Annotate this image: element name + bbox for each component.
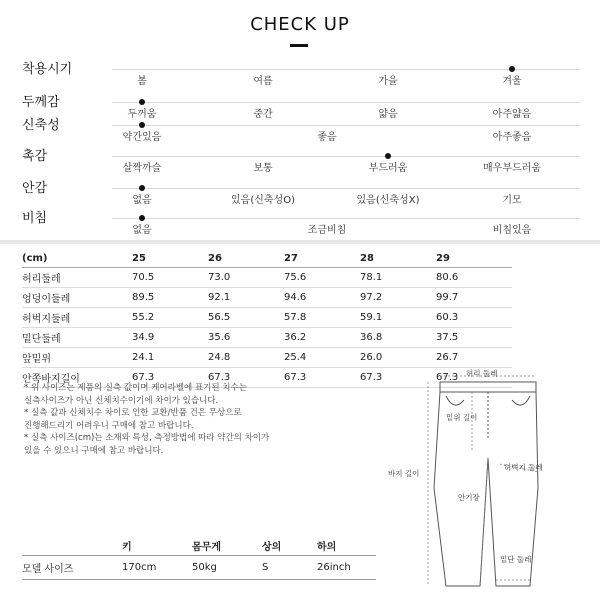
- check-option: 기모: [502, 195, 522, 206]
- measure-value: 26.0: [360, 348, 436, 368]
- check-option: 얇음: [378, 109, 398, 120]
- inseam-label: 안기장: [458, 493, 480, 502]
- measure-value: 89.5: [132, 288, 208, 308]
- note-line: * 실측 값과 신체치수 차이로 인한 교환/반품 건은 무상으로: [24, 408, 242, 418]
- check-option: 봄: [137, 76, 147, 87]
- rise-label: 밑위 길이: [446, 413, 478, 422]
- check-option: 겨울: [502, 76, 522, 87]
- measure-value: 70.5: [132, 268, 208, 288]
- check-option: 없음: [132, 195, 152, 206]
- size-header-cell: 27: [284, 250, 360, 268]
- measure-value: 59.1: [360, 308, 436, 328]
- check-row: [0, 177, 600, 211]
- model-cell: 170cm: [122, 556, 192, 580]
- measure-value: 26.7: [436, 348, 512, 368]
- check-option: 매우부드러움: [483, 163, 541, 174]
- check-row-line: [112, 102, 580, 103]
- check-row-label: 두께감: [22, 95, 60, 110]
- title-underline: [290, 44, 308, 47]
- check-option: 아주좋음: [492, 132, 532, 143]
- check-row: [0, 114, 600, 148]
- length-label: 바지 길이: [388, 469, 420, 478]
- measure-value: 67.3: [284, 368, 360, 388]
- check-option: 아주얇음: [492, 109, 532, 120]
- check-option: 여름: [253, 76, 273, 87]
- size-header-cell: 26: [208, 250, 284, 268]
- measure-value: 36.8: [360, 328, 436, 348]
- measure-value: 24.8: [208, 348, 284, 368]
- measure-value: 67.3: [436, 368, 512, 388]
- waist-label: 허리 둘레: [466, 369, 498, 378]
- table-row: [22, 308, 512, 328]
- measure-value: 55.2: [132, 308, 208, 328]
- measure-value: 25.4: [284, 348, 360, 368]
- note-line: 있을 수 있으니 구매에 참고 바랍니다.: [24, 445, 164, 456]
- size-header-cell: 28: [360, 250, 436, 268]
- check-option: 있음(신축성O): [231, 195, 295, 206]
- measure-value: 35.6: [208, 328, 284, 348]
- selected-dot-icon: [139, 215, 145, 221]
- size-table-header: [22, 250, 512, 268]
- model-cell: 26inch: [317, 556, 376, 580]
- section-divider: [0, 240, 600, 244]
- check-option: 보통: [253, 163, 273, 174]
- measure-value: 94.6: [284, 288, 360, 308]
- check-option: 살짝까슬: [122, 163, 162, 174]
- measure-value: 37.5: [436, 328, 512, 348]
- model-header: 상의: [262, 536, 317, 556]
- selected-dot-icon: [139, 99, 145, 105]
- check-row-label: 안감: [22, 181, 48, 196]
- measure-value: 97.2: [360, 288, 436, 308]
- table-row: [22, 348, 512, 368]
- measure-value: 67.3: [208, 368, 284, 388]
- measure-name: 허벅지둘레: [22, 308, 132, 328]
- check-option: 중간: [253, 109, 273, 120]
- size-header-cell: 29: [436, 250, 512, 268]
- table-row: [22, 288, 512, 308]
- measure-value: 73.0: [208, 268, 284, 288]
- check-row: [0, 145, 600, 179]
- measure-value: 36.2: [284, 328, 360, 348]
- check-row-label: 신축성: [22, 118, 60, 133]
- pants-illustration: [388, 368, 584, 594]
- check-row: [0, 58, 600, 92]
- check-row-label: 촉감: [22, 149, 48, 164]
- measure-value: 67.3: [360, 368, 436, 388]
- selected-dot-icon: [509, 66, 515, 72]
- note-line: 진행해드리기 어려우니 구매에 참고 바랍니다.: [24, 420, 194, 431]
- selected-dot-icon: [139, 122, 145, 128]
- measure-value: 92.1: [208, 288, 284, 308]
- measure-name: 엉덩이둘레: [22, 288, 132, 308]
- measure-value: 75.6: [284, 268, 360, 288]
- check-option: 조금비침: [307, 225, 347, 236]
- measure-value: 24.1: [132, 348, 208, 368]
- check-option: 약간있음: [122, 132, 162, 143]
- note-line: * 위 사이즈는 제품의 실측 값이며 케어라벨에 표기된 치수는: [24, 383, 247, 393]
- size-header-cell: 25: [132, 250, 208, 268]
- check-row-line: [112, 156, 580, 157]
- model-cell: 50kg: [192, 556, 262, 580]
- check-row-line: [112, 125, 580, 126]
- pants-diagram: [388, 368, 584, 594]
- hem-label: 밑단 둘레: [500, 555, 532, 564]
- model-header: 하의: [317, 536, 376, 556]
- measure-value: 56.5: [208, 308, 284, 328]
- size-notes: [24, 382, 364, 457]
- model-cell: 모델 사이즈: [22, 556, 122, 580]
- check-row-line: [112, 218, 580, 219]
- measure-value: 34.9: [132, 328, 208, 348]
- check-row-line: [112, 188, 580, 189]
- measure-value: 67.3: [132, 368, 208, 388]
- model-cell: S: [262, 556, 317, 580]
- model-header: [22, 536, 122, 556]
- table-row: [22, 268, 512, 288]
- check-option: 부드러움: [368, 163, 408, 174]
- check-row-label: 비침: [22, 211, 48, 226]
- measure-name: 앞밑위: [22, 348, 132, 368]
- measure-name: 밑단둘레: [22, 328, 132, 348]
- check-option: 좋음: [317, 132, 337, 143]
- check-row: [0, 207, 600, 241]
- check-option: 두꺼움: [127, 109, 157, 120]
- model-row: [22, 556, 376, 580]
- model-header: 몸무게: [192, 536, 262, 556]
- measure-value: 57.8: [284, 308, 360, 328]
- page-title: CHECK UP: [250, 14, 350, 35]
- selected-dot-icon: [139, 185, 145, 191]
- check-option: 가을: [378, 76, 398, 87]
- size-header-cell: (cm): [22, 250, 132, 268]
- model-header: 키: [122, 536, 192, 556]
- note-line: 실측사이즈가 아닌 신체치수이기에 차이가 있습니다.: [24, 395, 219, 406]
- selected-dot-icon: [385, 153, 391, 159]
- measure-value: 80.6: [436, 268, 512, 288]
- measure-value: 99.7: [436, 288, 512, 308]
- thigh-label: 허벅지 둘레: [504, 463, 543, 472]
- table-row: [22, 328, 512, 348]
- model-size-table: [22, 536, 376, 580]
- check-option: 있음(신축성X): [356, 195, 420, 206]
- measure-name: 안쪽바지길이: [22, 368, 132, 388]
- measure-value: 78.1: [360, 268, 436, 288]
- note-line: * 실측 사이즈(cm)는 소재와 특성, 측정방법에 따라 약간의 차이가: [24, 433, 270, 443]
- check-option: 없음: [132, 225, 152, 236]
- check-row-label: 착용시기: [22, 62, 73, 77]
- measure-value: 60.3: [436, 308, 512, 328]
- check-option: 비침있음: [492, 225, 532, 236]
- measure-name: 허리둘레: [22, 268, 132, 288]
